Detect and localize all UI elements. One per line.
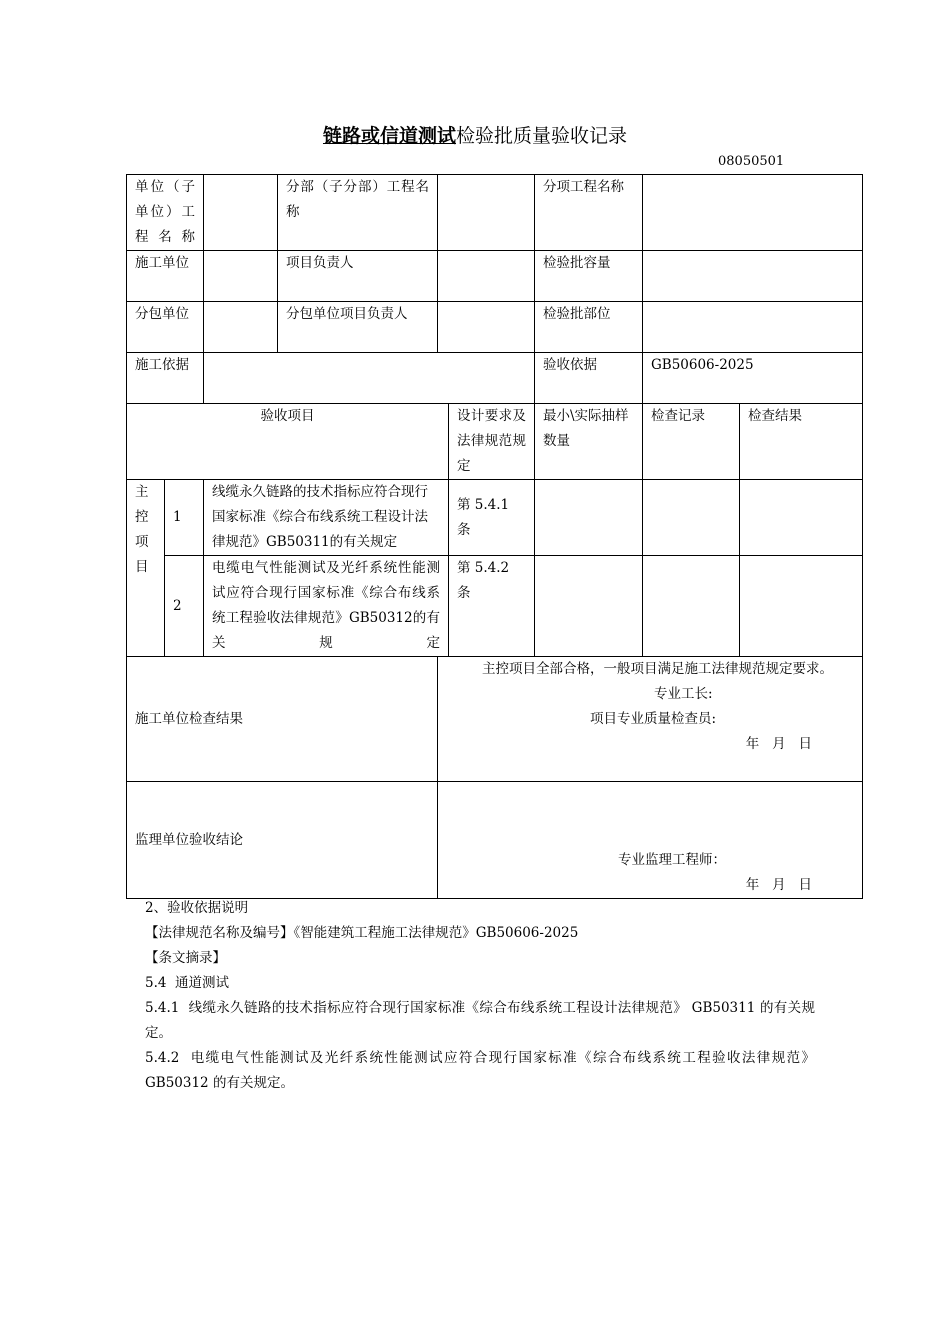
sub-item-project-name-value[interactable] bbox=[643, 175, 863, 251]
col-design-requirement: 设计要求及法律规范规定 bbox=[449, 404, 535, 480]
item-2-clause: 第 5.4.2 条 bbox=[449, 556, 535, 657]
header-row-1 bbox=[127, 175, 863, 251]
item-1-result[interactable] bbox=[740, 480, 863, 556]
batch-capacity-value[interactable] bbox=[643, 251, 863, 302]
item-2-sample-count[interactable] bbox=[535, 556, 643, 657]
acceptance-basis-value: GB50606-2025 bbox=[643, 353, 863, 404]
notes-clause-1: 5.4.1 线缆永久链路的技术指标应符合现行国家标准《综合布线系统工程设计法律规范》 GB50311 的有关规定。 bbox=[145, 1000, 815, 1041]
item-1-record[interactable] bbox=[643, 480, 740, 556]
item-1-sample-count[interactable] bbox=[535, 480, 643, 556]
construction-check-row bbox=[127, 657, 863, 782]
construction-date: 年 月 日 bbox=[745, 736, 812, 752]
col-sample-count: 最小\实际抽样数量 bbox=[535, 404, 643, 480]
batch-location-label: 检验批部位 bbox=[535, 302, 643, 353]
batch-capacity-label: 检验批容量 bbox=[535, 251, 643, 302]
column-header-row bbox=[127, 404, 863, 480]
header-row-2 bbox=[127, 251, 863, 302]
subcontractor-leader-label: 分包单位项目负责人 bbox=[278, 302, 438, 353]
item-2-result[interactable] bbox=[740, 556, 863, 657]
form-code: 08050501 bbox=[718, 154, 785, 169]
page-title bbox=[0, 122, 950, 150]
foreman-signature-label: 专业工长: bbox=[654, 686, 713, 702]
supervision-check-label: 监理单位验收结论 bbox=[127, 782, 438, 899]
acceptance-basis-notes bbox=[145, 896, 815, 1096]
notes-clause-2: 5.4.2 电缆电气性能测试及光纤系统性能测试应符合现行国家标准《综合布线系统工程验收法律规范》GB50312 的有关规定。 bbox=[145, 1050, 815, 1091]
supervision-check-content[interactable] bbox=[438, 782, 863, 899]
construction-check-content[interactable] bbox=[438, 657, 863, 782]
sub-item-project-name-label: 分项工程名称 bbox=[535, 175, 643, 251]
notes-excerpt-heading: 【条文摘录】 bbox=[145, 950, 226, 966]
construction-basis-value[interactable] bbox=[204, 353, 535, 404]
notes-heading: 2、验收依据说明 bbox=[145, 900, 249, 916]
construction-unit-value[interactable] bbox=[204, 251, 278, 302]
item-1-clause: 第 5.4.1 条 bbox=[449, 480, 535, 556]
notes-code-name: 【法律规范名称及编号】《智能建筑工程施工法律规范》GB50606-2025 bbox=[145, 925, 579, 941]
item-2-text: 电缆电气性能测试及光纤系统性能测试应符合现行国家标准《综合布线系统工程验收法律规范》GB50312的有关规定 bbox=[204, 556, 449, 657]
project-leader-value[interactable] bbox=[438, 251, 535, 302]
project-leader-label: 项目负责人 bbox=[278, 251, 438, 302]
inspector-signature-label: 项目专业质量检查员: bbox=[590, 711, 717, 727]
unit-project-name-label: 单位（子单位）工程名称 bbox=[127, 175, 204, 251]
item-2-number: 2 bbox=[165, 556, 204, 657]
col-acceptance-item: 验收项目 bbox=[127, 404, 449, 480]
construction-check-label: 施工单位检查结果 bbox=[127, 657, 438, 782]
acceptance-table bbox=[126, 174, 863, 899]
main-control-label: 主 控 项 目 bbox=[127, 480, 165, 657]
col-inspection-record: 检查记录 bbox=[643, 404, 740, 480]
subcontractor-value[interactable] bbox=[204, 302, 278, 353]
supervision-date: 年 月 日 bbox=[745, 877, 812, 893]
item-1-number: 1 bbox=[165, 480, 204, 556]
title-rest: 检验批质量验收记录 bbox=[456, 125, 628, 147]
supervision-engineer-label: 专业监理工程师： bbox=[618, 852, 726, 868]
item-2-record[interactable] bbox=[643, 556, 740, 657]
batch-location-value[interactable] bbox=[643, 302, 863, 353]
notes-section: 5.4 通道测试 bbox=[145, 975, 230, 991]
acceptance-basis-label: 验收依据 bbox=[535, 353, 643, 404]
subcontractor-label: 分包单位 bbox=[127, 302, 204, 353]
construction-basis-label: 施工依据 bbox=[127, 353, 204, 404]
subcontractor-leader-value[interactable] bbox=[438, 302, 535, 353]
header-row-4 bbox=[127, 353, 863, 404]
title-bold-part: 链路或信道测试 bbox=[322, 125, 456, 147]
item-row-1 bbox=[127, 480, 863, 556]
division-project-name-value[interactable] bbox=[438, 175, 535, 251]
construction-conclusion: 主控项目全部合格，一般项目满足施工法律规范规定要求。 bbox=[482, 661, 833, 677]
col-inspection-result: 检查结果 bbox=[740, 404, 863, 480]
division-project-name-label: 分部（子分部）工程名称 bbox=[278, 175, 438, 251]
construction-unit-label: 施工单位 bbox=[127, 251, 204, 302]
unit-project-name-value[interactable] bbox=[204, 175, 278, 251]
supervision-check-row bbox=[127, 782, 863, 899]
item-1-text: 线缆永久链路的技术指标应符合现行国家标准《综合布线系统工程设计法律规范》GB50311的有关规定 bbox=[204, 480, 449, 556]
item-row-2 bbox=[127, 556, 863, 657]
header-row-3 bbox=[127, 302, 863, 353]
